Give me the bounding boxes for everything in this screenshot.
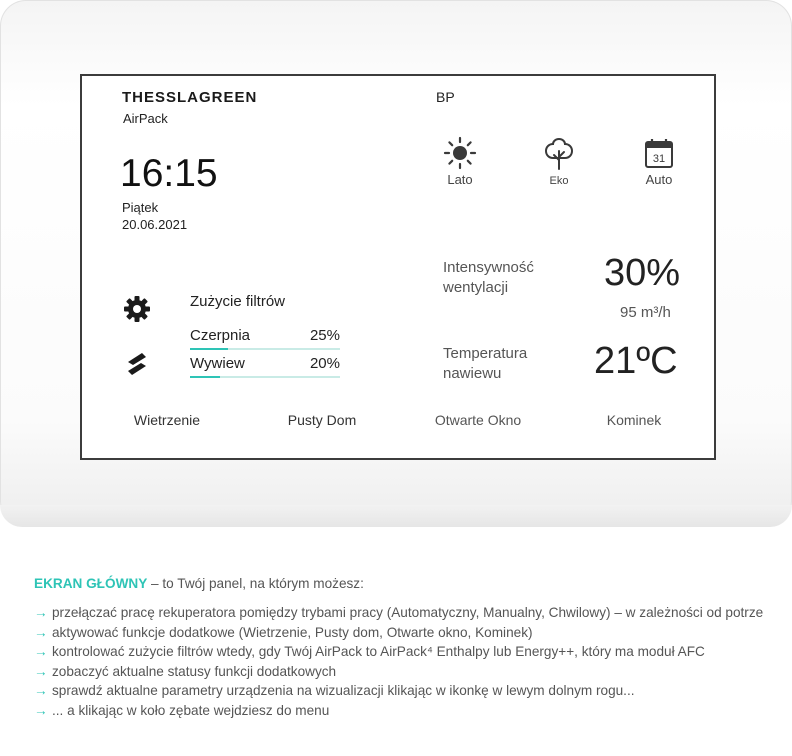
temperature-label-line1: Temperatura	[443, 345, 528, 362]
filter-name: Czerpnia	[190, 327, 251, 344]
list-item-text: aktywować funkcje dodatkowe (Wietrzenie, Pusty dom, Otwarte okno, Kominek)	[52, 624, 533, 640]
function-empty-house-button[interactable]: Pusty Dom	[287, 412, 357, 428]
arrow-icon: →	[34, 605, 48, 620]
arrow-icon: →	[34, 663, 48, 679]
list-item	[34, 642, 792, 662]
list-item	[34, 623, 792, 643]
airflow-value: 95 m³/h	[620, 304, 671, 321]
panel-screen	[80, 74, 716, 460]
filter-percent: 25%	[309, 327, 340, 344]
description-block	[34, 576, 792, 721]
function-open-window-button[interactable]: Otwarte Okno	[434, 412, 522, 428]
heading-highlight: EKRAN GŁÓWNY	[34, 576, 148, 591]
list-item	[34, 701, 792, 721]
brand-logo: THESSLAGREEN	[122, 89, 258, 106]
device-visualization-icon[interactable]	[124, 349, 150, 379]
description-heading	[34, 576, 792, 591]
calendar-icon	[642, 136, 676, 170]
mode-eco-label: Eko	[549, 175, 569, 187]
list-item-text: ... a klikając w koło zębate wejdziesz do menu	[52, 702, 330, 718]
arrow-icon: →	[34, 702, 48, 718]
list-item	[34, 603, 792, 623]
mode-auto-label: Auto	[645, 172, 673, 187]
arrow-icon: →	[34, 624, 48, 640]
function-fireplace-button[interactable]: Kominek	[606, 412, 662, 428]
arrow-icon: →	[34, 644, 48, 660]
filter-progress-track	[190, 348, 340, 350]
mode-auto-button[interactable]	[619, 136, 699, 187]
ventilation-intensity-value[interactable]: 30%	[604, 252, 681, 294]
device-bottom-edge	[0, 505, 792, 527]
heading-rest: – to Twój panel, na którym możesz:	[147, 576, 364, 591]
list-item-text: kontrolować zużycie filtrów wtedy, gdy Twój AirPack to AirPack⁴ Enthalpy lub Energy++, który ma moduł AFC	[52, 644, 705, 660]
description-list	[34, 603, 792, 721]
list-item-text: przełączać pracę rekuperatora pomiędzy trybami pracy (Automatyczny, Manualny, Chwilowy) – w zależności od potrze	[52, 605, 764, 620]
list-item	[34, 662, 792, 682]
temperature-label-line2: nawiewu	[443, 365, 502, 382]
list-item-text: sprawdź aktualne parametry urządzenia na wizualizacji klikając w ikonkę w lewym dolnym rogu...	[52, 683, 635, 699]
gear-icon[interactable]	[122, 294, 152, 324]
sun-icon	[443, 136, 477, 170]
filter-progress-fill	[190, 376, 220, 378]
ventilation-label-line1: Intensywność	[443, 259, 534, 276]
mode-eco-button[interactable]	[519, 136, 599, 187]
mode-summer-label: Lato	[447, 172, 473, 187]
tree-icon	[541, 136, 577, 172]
filter-progress-fill	[190, 348, 228, 350]
function-airing-button[interactable]: Wietrzenie	[133, 412, 201, 428]
filter-progress-track	[190, 376, 340, 378]
filters-usage-title: Zużycie filtrów	[190, 293, 286, 310]
supply-temperature-value[interactable]: 21ºC	[594, 340, 678, 382]
status-code: BP	[436, 89, 455, 105]
date: 20.06.2021	[122, 217, 188, 232]
calendar-day-number: 31	[652, 153, 666, 165]
filter-name: Wywiew	[190, 355, 245, 372]
supply-temperature-label	[443, 344, 563, 384]
ventilation-intensity-label	[443, 258, 563, 298]
clock-time: 16:15	[120, 152, 218, 195]
list-item	[34, 681, 792, 701]
filter-row-exhaust	[190, 355, 340, 381]
ventilation-label-line2: wentylacji	[443, 279, 509, 296]
weekday: Piątek	[122, 200, 159, 215]
mode-summer-button[interactable]	[420, 136, 500, 187]
arrow-icon: →	[34, 683, 48, 699]
filter-percent: 20%	[309, 355, 340, 372]
list-item-text: zobaczyć aktualne statusy funkcji dodatkowych	[52, 663, 337, 679]
filter-row-intake	[190, 327, 340, 353]
model-name: AirPack	[123, 111, 168, 126]
